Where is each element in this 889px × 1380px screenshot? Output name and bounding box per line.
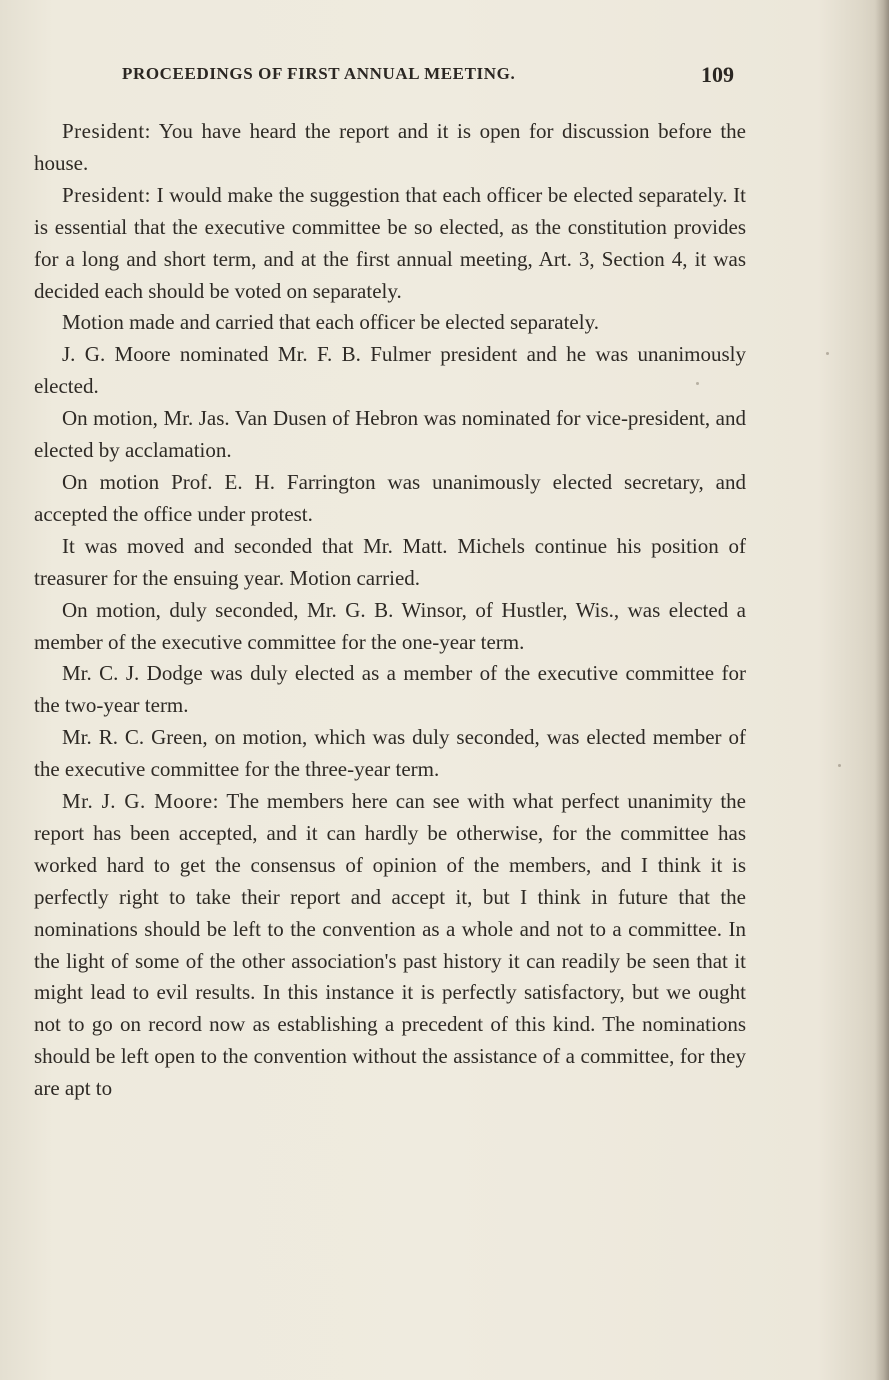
paragraph [34, 786, 746, 1105]
speaker-label: President: [62, 119, 151, 143]
paragraph [34, 116, 746, 180]
body-text [34, 116, 746, 1105]
paragraph [34, 467, 746, 531]
paragraph [34, 403, 746, 467]
paragraph-text: On motion, Mr. Jas. Van Dusen of Hebron was nominated for vice-president, and elected by acclamation. [34, 406, 746, 463]
paragraph-text: On motion, duly seconded, Mr. G. B. Winsor, of Hustler, Wis., was elected a member of the executive committee for the one-year term. [34, 597, 746, 654]
paragraph [34, 531, 746, 595]
paragraph-text: Motion made and carried that each officer be elected separately. [62, 310, 599, 335]
paper-speck [838, 764, 841, 767]
paragraph [34, 339, 746, 403]
page-number: 109 [701, 62, 734, 87]
paragraph-text: J. G. Moore nominated Mr. F. B. Fulmer president and he was unanimously elected. [34, 342, 746, 399]
running-header [122, 62, 734, 92]
paragraph-text: Mr. R. C. Green, on motion, which was duly seconded, was elected member of the executive committee for the three-year term. [34, 725, 746, 782]
paragraph-text: On motion Prof. E. H. Farrington was unanimously elected secretary, and accepted the office under protest. [34, 469, 746, 526]
paragraph [34, 307, 746, 339]
paper-speck [826, 352, 829, 355]
paragraph-text: You have heard the report and it is open for discussion before the house. [34, 119, 746, 175]
paragraph [34, 180, 746, 308]
paragraph-text: It was moved and seconded that Mr. Matt. Michels continue his position of treasurer for the ensuing year. Motion carried. [34, 533, 746, 590]
paragraph [34, 722, 746, 786]
paragraph-text: Mr. C. J. Dodge was duly elected as a member of the executive committee for the two-year term. [34, 661, 746, 718]
page-edge-shadow [875, 0, 889, 1380]
paragraph-text: I would make the suggestion that each officer be elected separately. It is essential that the executive committee be so elected, as the constitution provides for a long and short term, and at the first annual meeting, Art. 3, Section 4, it was decided each should be voted on separately. [34, 182, 746, 303]
speaker-label: President: [62, 182, 151, 207]
running-title: PROCEEDINGS OF FIRST ANNUAL MEETING. [122, 64, 516, 83]
paper-speck [696, 382, 699, 385]
speaker-label: Mr. J. G. Moore: [62, 789, 219, 814]
paragraph [34, 595, 746, 659]
paragraph [34, 658, 746, 722]
paragraph-text: The members here can see with what perfect unanimity the report has been accepted, and it can hardly be otherwise, for the committee has worked hard to get the consensus of opinion of the members, and I think it is perfectly right to take their report and accept it, but I think in future that the nominations should be left to the convention as a whole and not to a committee. In the light of some of the other association's past history it can readily be seen that it might lead to evil results. In this instance it is perfectly satisfactory, but we ought not to go on record now as establishing a precedent of this kind. The nominations should be left open to the convention without the assistance of a committee, for they are apt to [34, 789, 746, 1101]
